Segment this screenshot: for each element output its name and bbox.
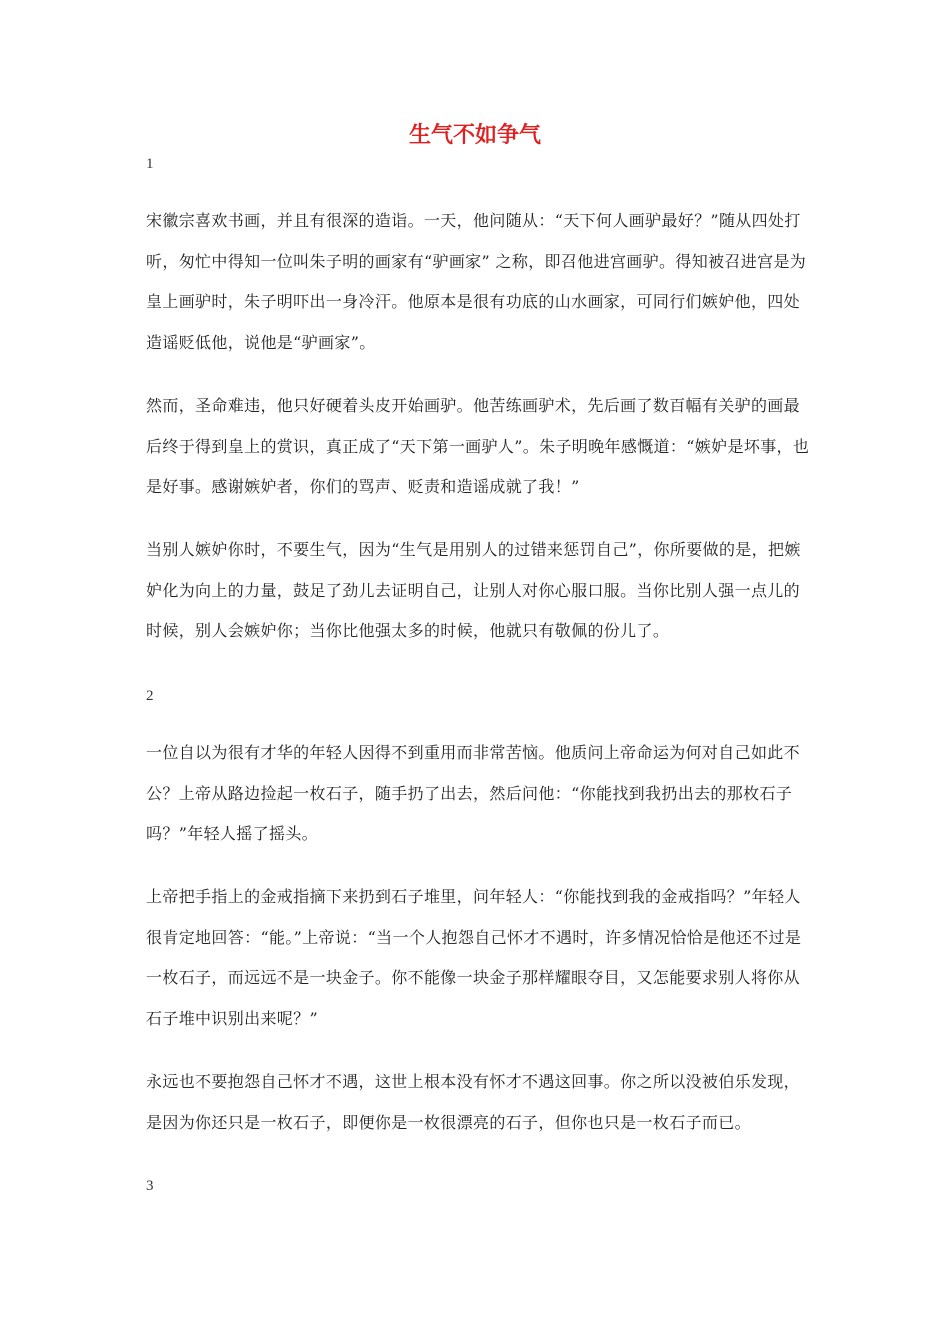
paragraph: 上帝把手指上的金戒指摘下来扔到石子堆里，问年轻人：“你能找到我的金戒指吗？”年轻人很肯定地回答：“能。”上帝说：“当一个人抱怨自己怀才不遇时，许多情况恰恰是他还不过是一枚石子，而远远不是一块金子。你不能像一块金子那样耀眼夺目，又怎能要求别人将你从石子堆中识别出来呢？” <box>146 887 802 1028</box>
section-number-2: 2 <box>146 688 154 704</box>
paragraph: 然而，圣命难违，他只好硬着头皮开始画驴。他苦练画驴术，先后画了数百幅有关驴的画最后终于得到皇上的赏识，真正成了“天下第一画驴人”。朱子明晚年感慨道：“嫉妒是坏事，也是好事。感谢嫉妒者，你们的骂声、贬责和造谣成就了我！” <box>146 396 810 496</box>
paragraph: 当别人嫉妒你时，不要生气，因为“生气是用别人的过错来惩罚自己”，你所要做的是，把嫉妒化为向上的力量，鼓足了劲儿去证明自己，让别人对你心服口服。当你比别人强一点儿的时候，别人会嫉妒你；当你比他强太多的时候，他就只有敬佩的份儿了。 <box>146 540 801 640</box>
section-number-1: 1 <box>146 156 154 172</box>
paragraph: 永远也不要抱怨自己怀才不遇，这世上根本没有怀才不遇这回事。你之所以没被伯乐发现，是因为你还只是一枚石子，即便你是一枚很漂亮的石子，但你也只是一枚石子而已。 <box>146 1072 801 1132</box>
paragraph: 一位自以为很有才华的年轻人因得不到重用而非常苦恼。他质问上帝命运为何对自己如此不公？上帝从路边捡起一枚石子，随手扔了出去，然后问他：“你能找到我扔出去的那枚石子吗？”年轻人摇了摇头。 <box>146 743 801 843</box>
page-title: 生气不如争气 <box>408 123 541 148</box>
section-number-3: 3 <box>146 1178 154 1194</box>
paragraph: 宋徽宗喜欢书画，并且有很深的造诣。一天，他问随从：“天下何人画驴最好？”随从四处打听，匆忙中得知一位叫朱子明的画家有“驴画家” 之称，即召他进宫画驴。得知被召进宫是为皇上画驴时，朱子明吓出一身冷汗。他原本是很有功底的山水画家，可同行们嫉妒他，四处造谣贬低他，说他是“驴画家”。 <box>146 211 807 352</box>
